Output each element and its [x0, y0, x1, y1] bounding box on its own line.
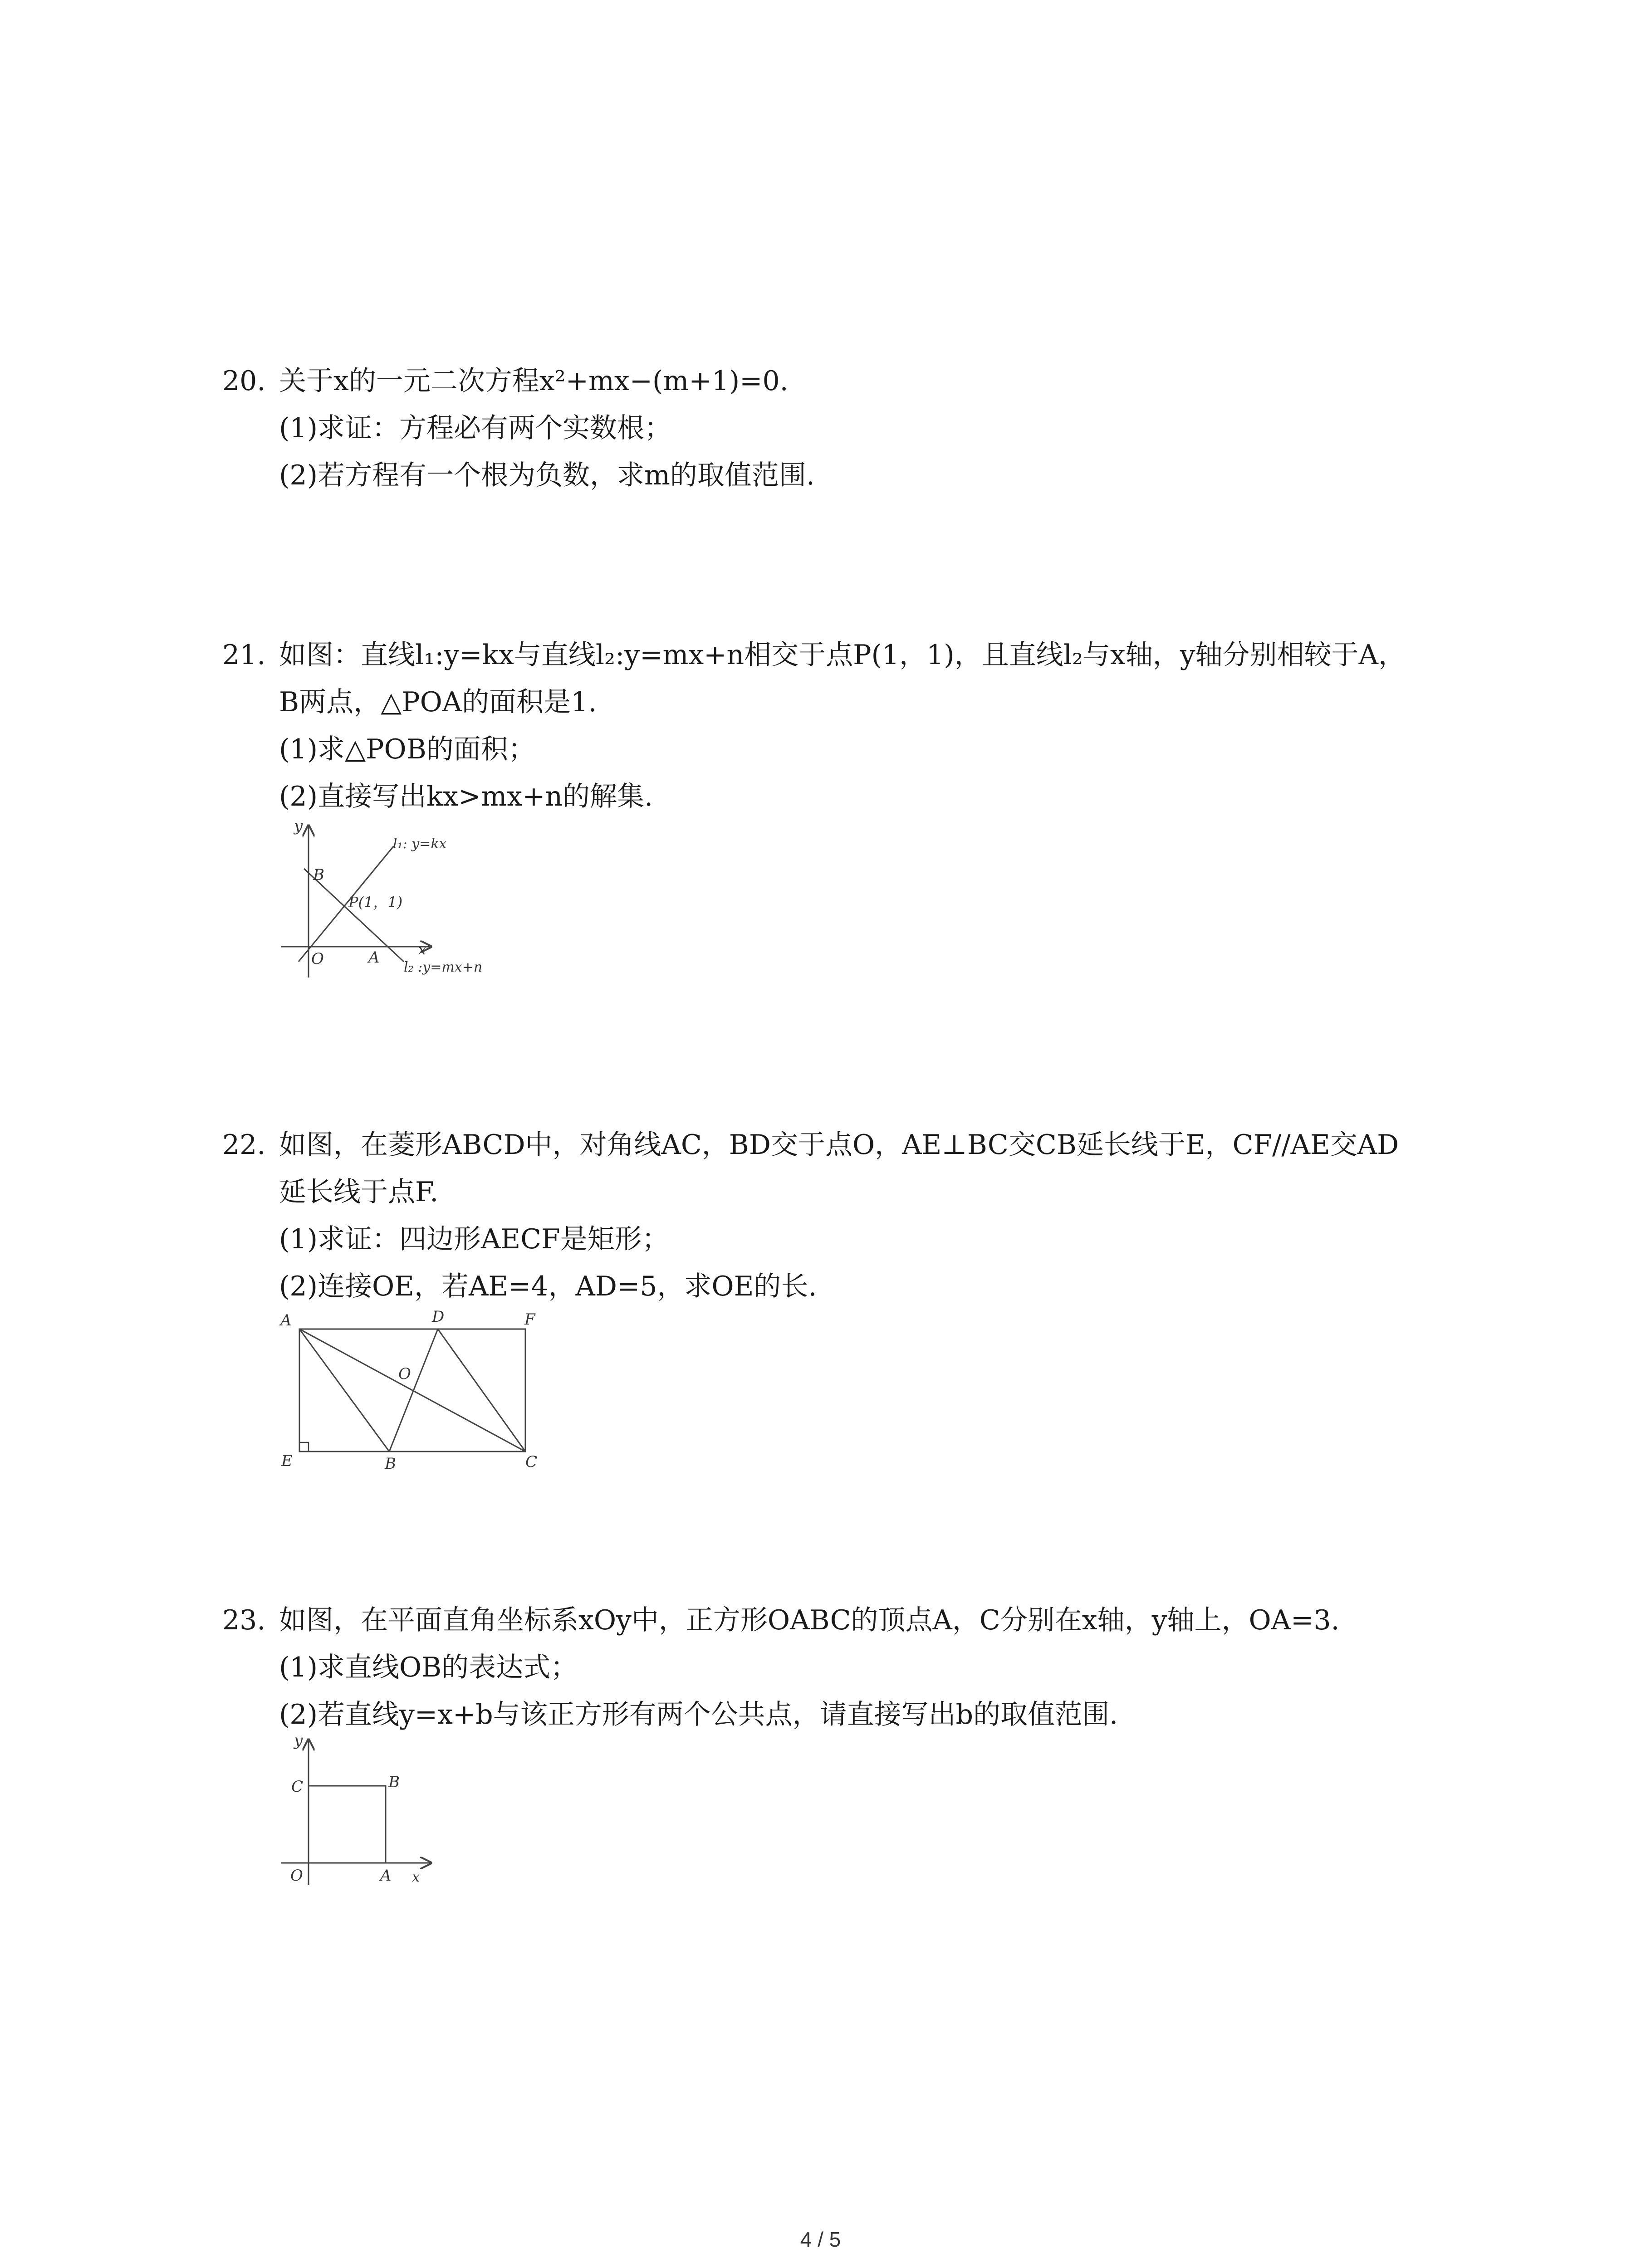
label-l2: l₂ :y=mx+n: [404, 959, 483, 975]
label-A: A: [368, 948, 380, 967]
label-O: O: [398, 1365, 411, 1383]
label-E: E: [281, 1452, 293, 1470]
question-line: (1)求证：四边形AECF是矩形；: [279, 1223, 669, 1255]
diagonal-AC: [299, 1329, 525, 1452]
question-line: (1)求△POB的面积；: [279, 733, 535, 765]
figure-22-rhombus-rectangle: [272, 1306, 554, 1470]
figure-21-coordinate-lines: [272, 816, 526, 989]
label-B: B: [388, 1773, 400, 1791]
label-l1: l₁: y=kx: [393, 836, 447, 852]
side-DC: [438, 1329, 525, 1452]
label-P: P(1，1): [348, 894, 403, 911]
question-number: 21.: [222, 639, 266, 671]
label-y: y: [294, 1731, 303, 1750]
diagonal-BD: [389, 1329, 438, 1452]
question-21: [222, 631, 1447, 820]
label-x: x: [418, 942, 426, 958]
question-line: (2)连接OE，若AE=4，AD=5，求OE的长.: [279, 1271, 817, 1302]
label-A: A: [380, 1867, 392, 1885]
question-number: 23.: [222, 1604, 266, 1636]
question-number: 20.: [222, 365, 266, 397]
label-x: x: [412, 1869, 420, 1885]
question-number: 22.: [222, 1129, 266, 1161]
side-AB: [299, 1329, 389, 1452]
question-line: 22. 如图，在菱形ABCD中，对角线AC，BD交于点O，AE⊥BC交CB延长线于E，CF//AE交AD: [222, 1121, 1447, 1168]
question-line: 20. 关于x的一元二次方程x²+mx−(m+1)=0.: [222, 357, 1447, 405]
question-line: (1)求证：方程必有两个实数根；: [279, 412, 671, 444]
question-line: (1)求直线OB的表达式；: [279, 1652, 578, 1683]
question-line: 延长线于点F.: [279, 1176, 439, 1208]
question-line: (2)直接写出kx>mx+n的解集.: [279, 781, 653, 812]
question-line: (2)若方程有一个根为负数，求m的取值范围.: [279, 459, 815, 491]
label-B: B: [385, 1455, 396, 1470]
label-C: C: [525, 1453, 538, 1470]
right-angle-mark: [299, 1442, 309, 1452]
question-line: (2)若直线y=x+b与该正方形有两个公共点，请直接写出b的取值范围.: [279, 1699, 1118, 1730]
page-number: 4 / 5: [800, 2228, 841, 2251]
question-20: [222, 357, 1447, 499]
label-F: F: [524, 1310, 535, 1329]
square-OABC: [309, 1786, 386, 1863]
question-line: 21. 如图：直线l₁:y=kx与直线l₂:y=mx+n相交于点P(1，1)，且直线l₂与x轴，y轴分别相较于A，: [222, 631, 1447, 679]
question-line: B两点，△POA的面积是1.: [279, 686, 597, 718]
question-22: [222, 1121, 1447, 1310]
label-A: A: [280, 1311, 292, 1330]
label-O: O: [290, 1867, 303, 1885]
label-y: y: [294, 817, 303, 835]
label-C: C: [291, 1778, 304, 1796]
figure-23-square-on-axes: [272, 1728, 454, 1892]
label-B: B: [313, 866, 324, 884]
label-O: O: [311, 950, 324, 968]
question-line: 23. 如图，在平面直角坐标系xOy中，正方形OABC的顶点A，C分别在x轴，y轴上，OA=3.: [222, 1597, 1447, 1644]
question-23: [222, 1597, 1447, 1738]
label-D: D: [432, 1308, 445, 1326]
